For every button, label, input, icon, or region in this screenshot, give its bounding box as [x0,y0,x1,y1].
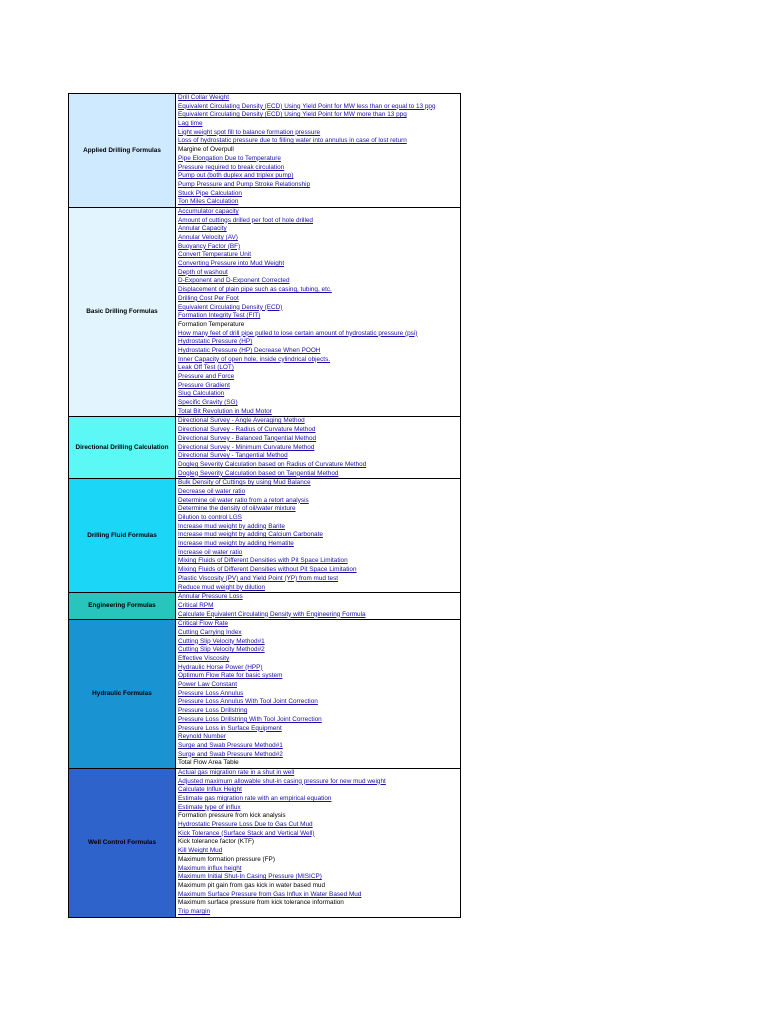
formula-link[interactable]: Reduce mud weight by dilution [178,583,266,591]
formula-link[interactable]: Increase mud weight by adding Barite [178,522,285,530]
formula-link[interactable]: Annular Pressure Loss [178,593,243,601]
formula-link[interactable]: Convert Temperature Unit [178,251,252,259]
formula-link[interactable]: Light weight spot fill to balance formation pressure [178,128,321,136]
formula-link[interactable]: Directional Survey - Radius of Curvature Method [178,426,316,434]
category-row [69,94,461,208]
formula-link[interactable]: Buoyancy Factor (BF) [178,242,241,250]
formula-link[interactable]: Specific Gravity (SG) [178,399,238,407]
formula-link[interactable]: Equivalent Circulating Density (ECD) [178,303,283,311]
category-title: Drilling Fluid Formulas [87,531,157,539]
formula-link[interactable]: Converting Pressure into Mud Weight [178,260,285,268]
formula-link[interactable]: Trip margin [178,907,211,915]
formula-link[interactable]: Pressure required to break circulation [178,163,285,171]
category-row [69,620,461,769]
category-cell [69,479,176,593]
formula-link[interactable]: Equivalent Circulating Density (ECD) Using Yield Point for MW more than 13 ppg [178,111,407,119]
formula-text: Kick tolerance factor (KTF) [178,838,254,846]
formula-link[interactable]: Formation Integrity Test (FIT) [178,312,261,320]
formula-link[interactable]: How many feet of drill pipe pulled to lose certain amount of hydrostatic pressure (psi) [178,329,418,337]
formula-link[interactable]: Increase mud weight by adding Calcium Carbonate [178,531,323,539]
category-cell [69,94,176,208]
formula-link[interactable]: Critical RPM [178,601,214,609]
formula-link-list [176,620,460,768]
formula-link-list [176,593,460,619]
formula-link[interactable]: Equivalent Circulating Density (ECD) Using Yield Point for MW less than or equal to 13 ppg [178,102,436,110]
category-cell [69,417,176,479]
formula-link[interactable]: Mixing Fluids of Different Densities with Pit Space Limitation [178,557,348,565]
formula-link-list [176,208,460,417]
formula-link[interactable]: Inner Capacity of open hole, inside cylindrical objects. [178,355,331,363]
formula-link-list [176,769,460,917]
formula-index-body [69,94,461,918]
formula-link[interactable]: Maximum influx height [178,864,242,872]
formula-link[interactable]: Maximum Initial Shut-In Casing Pressure (MISICP) [178,873,322,881]
formula-text: Total Flow Area Table [178,759,239,767]
formula-link[interactable]: Estimate gas migration rate with an empirical equation [178,795,332,802]
formula-link[interactable]: Slug Calculation [178,390,225,398]
formula-text: Formation Temperature [178,320,245,328]
formula-link[interactable]: Optimum Flow Rate for basic system [178,672,283,680]
formula-link[interactable]: Actual gas migration rate in a shut in well [178,768,295,776]
formula-text: Maximum pit gain from gas kick in water based mud [178,881,326,889]
category-title: Engineering Formulas [88,602,156,610]
category-cell [69,207,176,417]
formula-link[interactable]: Leak Off Test (LOT) [178,364,234,372]
formula-link[interactable]: Hydrostatic Pressure (HP) Decrease When POOH [178,346,321,354]
category-title: Applied Drilling Formulas [83,146,161,154]
formula-link[interactable]: Loss of hydrostatic pressure due to filling water into annulus in case of lost return [178,137,407,145]
category-title: Well Control Formulas [87,838,157,846]
formula-link[interactable]: Hydrostatic Pressure Loss Due to Gas Cut Mud [178,821,313,829]
formula-link[interactable]: Power Law Constant [178,681,237,689]
formula-link[interactable]: Dogleg Severity Calculation based on Tangential Method [178,469,339,477]
formula-link[interactable]: Cutting Slip Velocity Method#1 [178,637,265,645]
formula-link[interactable]: Lag time [178,120,203,128]
formula-link[interactable]: Determine the density of oil/water mixture [178,505,296,513]
category-row [69,479,461,593]
formula-link[interactable]: Directional Survey - Balanced Tangential Method [178,434,317,442]
category-title: Basic Drilling Formulas [86,308,158,316]
formula-link[interactable]: Estimate type of influx [178,803,241,811]
formula-link[interactable]: Dogleg Severity Calculation based on Radius of Curvature Method [178,460,367,468]
formula-link[interactable]: Plastic Viscosity (PV) and Yield Point (YP) from mud test [178,574,339,582]
formula-link[interactable]: Surge and Swab Pressure Method#1 [178,741,283,749]
formula-link[interactable]: Annular Velocity (AV) [178,234,238,241]
formula-link[interactable]: Pressure Gradient [178,381,230,389]
formula-link[interactable]: Depth of washout [178,268,228,276]
formula-link[interactable]: Pump out (both duplex and triplex pump) [178,172,294,180]
formula-link[interactable]: Stuck Pipe Calculation [178,189,242,197]
formula-link[interactable]: Annular Capacity [178,225,227,233]
category-cell [69,768,176,917]
formula-list-cell [176,593,461,620]
formula-link[interactable]: Hydraulic Horse Power (HPP) [178,663,263,671]
category-title: Hydraulic Formulas [92,690,152,698]
formula-link[interactable]: Drill Collar Weight [178,94,230,101]
formula-link[interactable]: Calculate Influx Height [178,786,242,794]
formula-link[interactable]: Reynold Number [178,733,226,741]
formula-link[interactable]: Increase oil water ratio [178,548,243,556]
category-row [69,417,461,479]
formula-link[interactable]: Surge and Swab Pressure Method#2 [178,750,283,758]
formula-link[interactable]: Effective Viscosity [178,655,230,662]
formula-link[interactable]: Displacement of plain pipe such as casing, tubing, etc. [178,286,332,294]
formula-link[interactable]: Dilution to control LGS [178,514,242,521]
formula-link[interactable]: Pressure Loss Annulus [178,689,244,697]
formula-link[interactable]: Kick Tolerance (Surface Stack and Vertical Well) [178,829,315,837]
formula-link[interactable]: Pressure Loss Annulus With Tool Joint Correction [178,698,318,706]
formula-link[interactable]: Determine oil water ratio from a retort analysis [178,496,309,504]
formula-link[interactable]: Decrease oil water ratio [178,487,246,495]
formula-link[interactable]: Kill Weight Mud [178,847,223,855]
formula-link[interactable]: Accumulator capacity [178,207,239,215]
formula-link[interactable]: Hydrostatic Pressure (HP) [178,338,253,346]
formula-link[interactable]: Adjusted maximum allowable shut-in casing pressure for new mud weight [178,777,386,785]
formula-list-cell [176,620,461,769]
category-title: Directional Drilling Calculation [75,444,169,451]
formula-text: Formation pressure from kick analysis [178,812,286,820]
formula-link[interactable]: Bulk Density of Cuttings by using Mud Balance [178,479,311,487]
category-row [69,593,461,620]
category-row [69,207,461,417]
category-row [69,768,461,917]
category-cell [69,593,176,620]
formula-link-list [176,417,460,478]
category-cell [69,620,176,769]
formula-link[interactable]: Directional Survey - Angle Averaging Method [178,417,305,425]
formula-link[interactable]: Pipe Elongation Due to Temperature [178,154,281,162]
formula-link[interactable]: Total Bit Revolution in Mud Motor [178,407,272,415]
formula-link[interactable]: Amount of cuttings drilled per foot of hole drilled [178,216,313,224]
formula-link[interactable]: Ton Miles Calculation [178,198,239,206]
formula-link[interactable]: Drilling Cost Per Foot [178,294,239,302]
formula-link-list [176,94,460,207]
formula-link[interactable]: Cutting Slip Velocity Method#2 [178,646,265,654]
formula-list-cell [176,417,461,479]
formula-link-list [176,479,460,592]
formula-list-cell [176,768,461,917]
formula-list-cell [176,207,461,417]
formula-link[interactable]: Maximum Surface Pressure from Gas Influx in Water Based Mud [178,890,362,898]
formula-link[interactable]: D-Exponent and D-Exponent Corrected [178,277,290,285]
formula-link[interactable]: Directional Survey - Minimum Curvature Method [178,443,315,451]
formula-link[interactable]: Cutting Carrying Index [178,628,242,636]
formula-link[interactable]: Pressure Loss Drillstring [178,707,248,715]
formula-link[interactable]: Pump Pressure and Pump Stroke Relationship [178,180,311,188]
formula-link[interactable]: Pressure and Force [178,373,235,380]
formula-list-cell [176,479,461,593]
formula-link[interactable]: Critical Flow Rate [178,620,229,628]
formula-list-cell [176,94,461,208]
formula-text: Maximum surface pressure from kick tolerance information [178,899,344,907]
formula-link[interactable]: Pressure Loss Drillstring With Tool Joint Correction [178,715,322,723]
formula-link[interactable]: Directional Survey - Tangential Method [178,452,288,460]
formula-text: Maximum formation pressure (FP) [178,855,275,863]
formula-link[interactable]: Increase mud weight by adding Hematite [178,540,294,548]
formula-link[interactable]: Pressure Loss in Surface Equipment [178,724,282,732]
formula-index-table [68,93,461,918]
formula-link[interactable]: Mixing Fluids of Different Densities without Pit Space Limitation [178,566,357,574]
formula-text: Margine of Overpull [178,146,234,154]
formula-link[interactable]: Calculate Equivalent Circulating Density with Engineering Formula [178,610,366,618]
